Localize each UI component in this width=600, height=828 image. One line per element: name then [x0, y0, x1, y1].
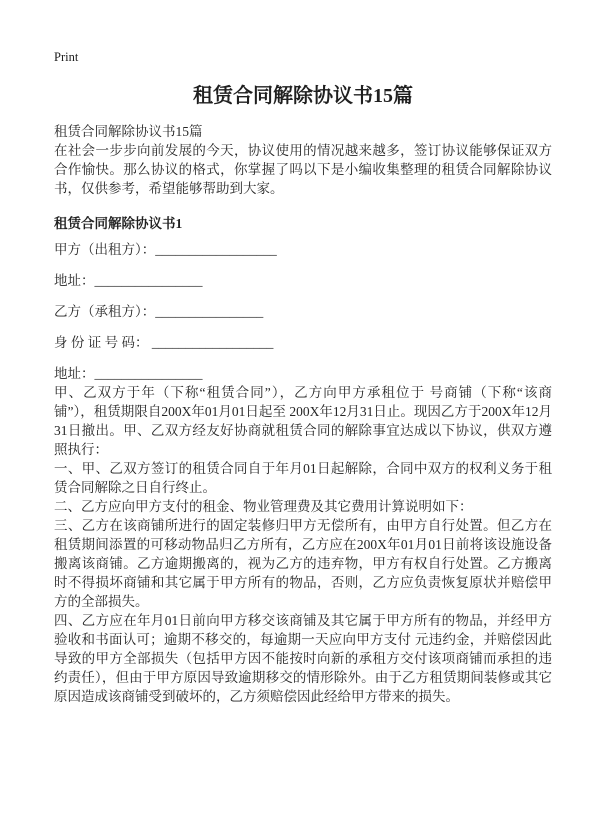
form-line-party-a: 甲方（出租方）：__________________	[54, 242, 277, 257]
article-title: 租赁合同解除协议书15篇	[54, 124, 203, 139]
clause-2: 二、乙方应向甲方支付的租金、物业管理费及其它费用计算说明如下：	[54, 499, 473, 514]
agreement-preamble: 甲、乙双方于年（下称“租赁合同”），乙方向甲方承租位于 号商铺（下称“该商铺”），租赁期限自200X年01月01日起至 200X年12月31日止。现因乙方于200X年12月31日撤出。甲、乙双方经友好协商就租赁合同的解除事宜达成以下协议，供双方遵照执行：	[54, 385, 552, 457]
form-line-party-b: 乙方（承租方）：________________	[54, 304, 264, 319]
form-line-address-2: 地址：________________	[54, 366, 203, 381]
form-line-id-number: 身 份 证 号 码： __________________	[54, 335, 274, 350]
clause-1: 一、甲、乙双方签订的租赁合同自于年月01日起解除，合同中双方的权利义务于租赁合同解除之日自行终止。	[54, 461, 552, 495]
clause-4: 四、乙方应在年月01日前向甲方移交该商铺及其它属于甲方所有的物品，并经甲方验收和书面认可；逾期不移交的，每逾期一天应向甲方支付 元违约金，并赔偿因此导致的甲方全部损失（包括甲方因不能按时向新的承租方交付该项商铺而承担的违约责任），但由于甲方原因导致逾期移交的情形除外。由于乙方租赁期间装修或其它原因造成该商铺受到破坏的，乙方须赔偿因此经给甲方带来的损失。	[54, 613, 552, 704]
clause-3: 三、乙方在该商铺所进行的固定装修归甲方无偿所有，由甲方自行处置。但乙方在租赁期间添置的可移动物品归乙方所有，乙方应在200X年01月01日前将该设施设备搬离该商铺。乙方逾期搬离的，视为乙方的违弃物，甲方有权自行处置。乙方搬离时不得损坏商铺和其它属于甲方所有的物品，否则，乙方应负责恢复原状并赔偿甲方的全部损失。	[54, 518, 552, 609]
section-heading: 租赁合同解除协议书1	[54, 216, 183, 231]
print-link[interactable]: Print	[54, 50, 79, 64]
intro-paragraph: 在社会一步步向前发展的今天，协议使用的情况越来越多，签订协议能够保证双方合作愉快。那么协议的格式，你掌握了吗以下是小编收集整理的租赁合同解除协议书，仅供参考，希望能够帮助到大家。	[54, 143, 552, 196]
form-line-address-1: 地址：________________	[54, 273, 203, 288]
page-title: 租赁合同解除协议书15篇	[193, 85, 413, 107]
